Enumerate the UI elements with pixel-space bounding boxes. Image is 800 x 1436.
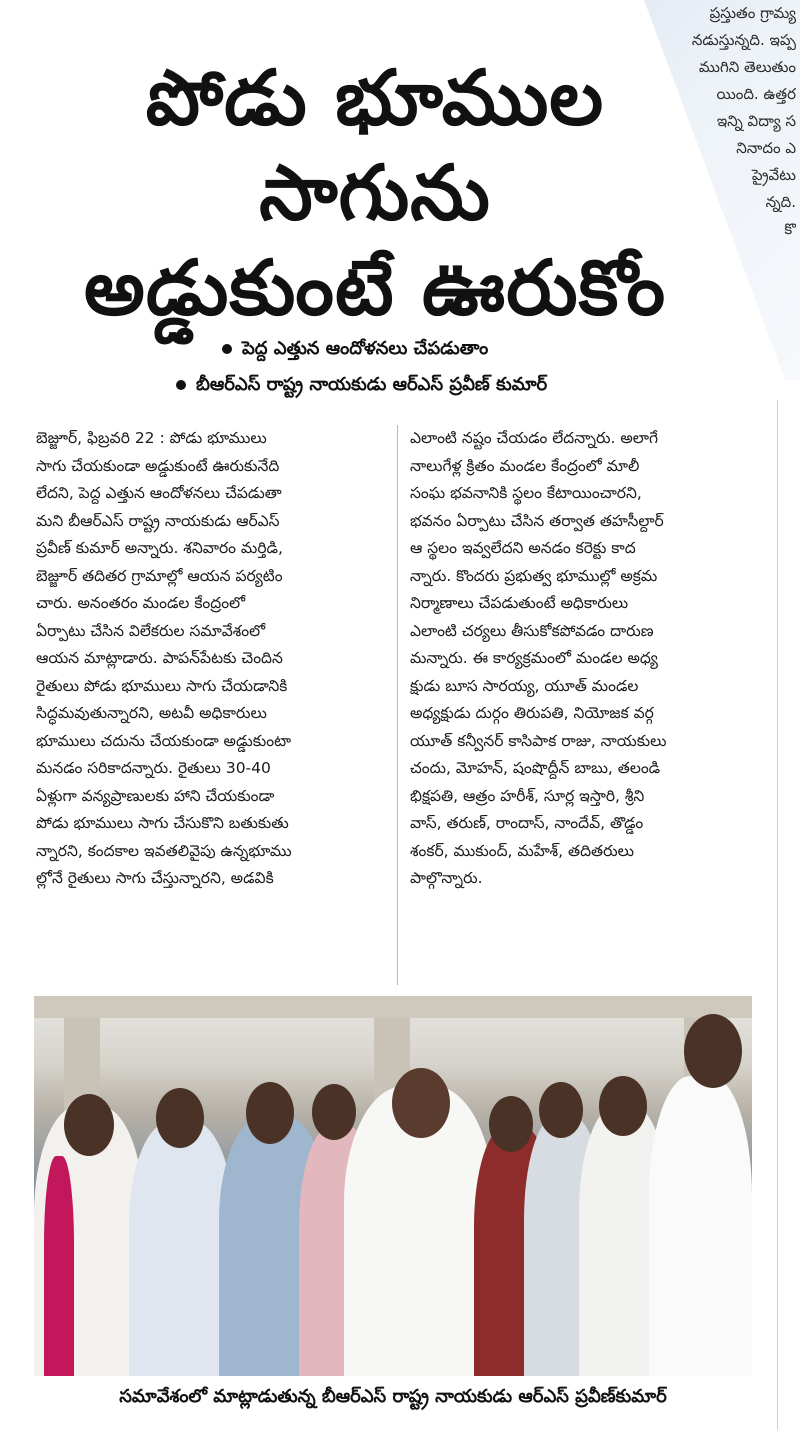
headline-line-1: పోడు భూముల [145, 53, 605, 142]
body-text-line: ప్రవీణ్ కుమార్ అన్నారు. శనివారం మర్తిడి, [36, 539, 283, 557]
body-text-line: వాస్, తరుణ్, రాందాస్, నాందేవ్, తొడ్డం [410, 814, 644, 832]
body-text-line: రైతులు పోడు భూములు సాగు చేయడానికి [36, 676, 288, 695]
subhead-bullet-2 [176, 374, 547, 399]
body-text-line: భూములు చదును చేయకుండా అడ్డుకుంటా [36, 731, 292, 750]
subhead-text: బీఆర్ఎస్ రాష్ట్ర నాయకుడు ఆర్ఎస్ ప్రవీణ్ కుమార్ [196, 374, 548, 395]
body-text-line: భిక్షపతి, ఆత్రం హరీశ్, సూర్ల ఇస్తారి, శ్రీని [410, 786, 645, 805]
headline-line-3: అడ్డుకుంటే ఊరుకోం [84, 243, 666, 332]
body-text-line: మని బీఆర్ఎస్ రాష్ట్ర నాయకుడు ఆర్ఎస్ [36, 511, 280, 530]
adjacent-line: ప్రస్తుతం గ్రామ్య [709, 4, 796, 22]
body-text-line: ఆ స్థలం ఇవ్వలేదని అనడం కరెక్టు కాద [410, 539, 636, 557]
adjacent-line: నినాదం ఎ [736, 139, 796, 157]
photo-person-head [392, 1068, 450, 1138]
shelter-roof [34, 996, 752, 1018]
body-text-line: చారు. అనంతరం మండల కేంద్రంలో [36, 594, 246, 612]
body-text-line: మనడం సరికాదన్నారు. రైతులు 30-40 [36, 759, 271, 777]
photo-person-head [599, 1076, 647, 1136]
body-text-line: అధ్యక్షుడు దుర్గం తిరుపతి, నియోజక వర్గ [410, 704, 654, 722]
article-headline [30, 50, 720, 335]
adjacent-line: యింది. ఉత్తర [716, 85, 796, 103]
photo-person-head [684, 1014, 742, 1088]
body-text-line: ఏర్పాటు చేసిన విలేకరుల సమావేశంలో [36, 621, 266, 640]
photo-person-head [539, 1082, 583, 1138]
body-text-line: సిద్ధమవుతున్నారని, అటవీ అధికారులు [36, 704, 267, 722]
photo-person [649, 1076, 752, 1376]
photo-person-head [156, 1088, 204, 1148]
body-text-line: సాగు చేయకుండా అడ్డుకుంటే ఊరుకునేది [36, 456, 280, 475]
article-body-left-column [36, 425, 396, 893]
article-body-right-column [410, 425, 770, 893]
adjacent-line: కొ [784, 220, 796, 238]
body-text-line: భవనం ఏర్పాటు చేసిన తర్వాత తహసీల్దార్ [410, 511, 664, 530]
bullet-dot-icon [222, 344, 232, 354]
body-text-line: న్నారు. కొందరు ప్రభుత్వ భూముల్లో అక్రమ [410, 566, 658, 585]
body-text-line: బెజ్జూర్ తదితర గ్రామాల్లో ఆయన పర్యటిం [36, 566, 283, 585]
body-text-line: న్నారని, కందకాల ఇవతలివైపు ఉన్నభూము [36, 841, 292, 860]
photo-person-head [312, 1084, 356, 1140]
adjacent-line: ప్రైవేటు [751, 166, 796, 184]
adjacent-line: నడుస్తున్నది. ఇప్ప [691, 31, 796, 49]
body-text-line: క్షుడు బూస సారయ్య, యూత్ మండల [410, 676, 639, 695]
body-text-line: చందు, మోహన్, షంషొద్దీన్ బాబు, తలండి [410, 759, 661, 777]
adjacent-line: న్నది. [765, 193, 796, 211]
photo-caption: సమావేశంలో మాట్లాడుతున్న బీఆర్ఎస్ రాష్ట్ర నాయకుడు ఆర్ఎస్ ప్రవీణ్‌కుమార్ [119, 1386, 667, 1407]
body-text-line: పాల్గొన్నారు. [410, 869, 483, 887]
body-text-line: ఏళ్లుగా వన్యప్రాణులకు హాని చేయకుండా [36, 786, 275, 805]
adjacent-line: ముగిని తెలుతుం [698, 58, 796, 76]
bullet-dot-icon [176, 380, 186, 390]
column-divider [397, 425, 398, 985]
photo-person-head [64, 1094, 114, 1156]
body-text-line: ఎలాంటి చర్యలు తీసుకోకపోవడం దారుణ [410, 621, 654, 640]
body-text-line: మన్నారు. ఈ కార్యక్రమంలో మండల అధ్య [410, 649, 658, 667]
body-text-line: ల్లోనే రైతులు సాగు చేస్తున్నారని, అడవికి [36, 869, 274, 887]
subhead-bullet-1 [222, 338, 488, 363]
photo-person-scarf [44, 1156, 74, 1376]
adjacent-line: ఇన్ని విద్యా స [716, 112, 796, 130]
photo-person-head [246, 1082, 294, 1144]
body-text-line: ఆయన మాట్లాడారు. పాపన్‌పేటకు చెందిన [36, 649, 283, 667]
article-photo [34, 996, 752, 1376]
page-gutter-line [777, 400, 778, 1430]
body-text-line: శంకర్, ముకుంద్, మహేశ్, తదితరులు [410, 841, 634, 860]
body-text-line: నిర్మాణాలు చేపడుతుంటే అధికారులు [410, 594, 629, 612]
photo-person-head [489, 1096, 533, 1152]
body-text-line: బెజ్జూర్, ఫిబ్రవరి 22 : పోడు భూములు [36, 429, 267, 447]
body-text-line: నాలుగేళ్ల క్రితం మండల కేంద్రంలో మాలీ [410, 456, 640, 475]
body-text-line: పోడు భూములు సాగు చేసుకొని బతుకుతు [36, 814, 289, 832]
body-text-line: ఎలాంటి నష్టం చేయడం లేదన్నారు. అలాగే [410, 429, 659, 447]
body-text-line: సంఘ భవనానికి స్థలం కేటాయించారని, [410, 484, 642, 502]
body-text-line: లేదని, పెద్ద ఎత్తున ఆందోళనలు చేపడుతా [36, 484, 282, 502]
body-text-line: యూత్ కన్వీనర్ కాసిపాక రాజు, నాయకులు [410, 731, 667, 750]
headline-line-2: సాగును [259, 148, 491, 237]
subhead-text: పెద్ద ఎత్తున ఆందోళనలు చేపడుతాం [242, 338, 489, 359]
